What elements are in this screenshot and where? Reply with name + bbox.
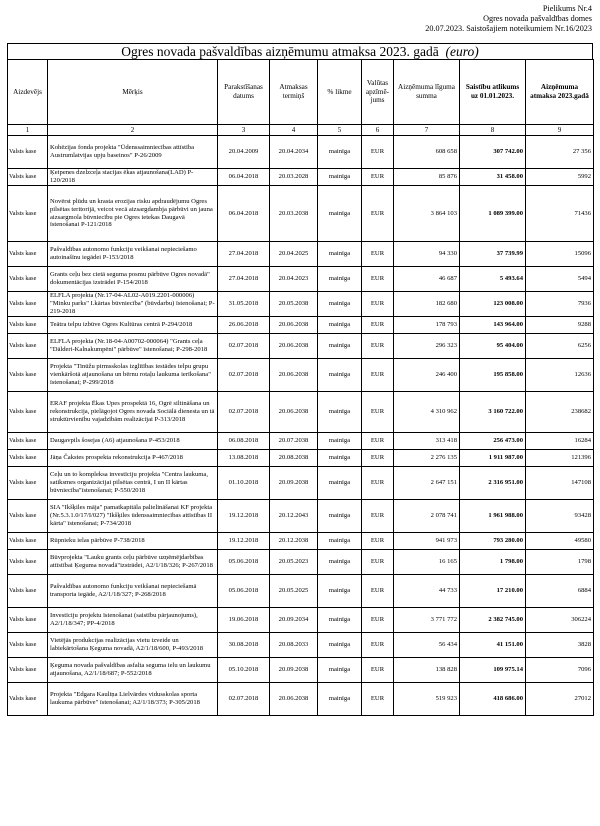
signed-date-cell: 05.10.2018 — [218, 658, 270, 683]
due-date-cell: 20.05.2025 — [270, 575, 318, 608]
amount-cell: 4 310 962 — [394, 392, 460, 433]
purpose-cell: ELFLA projekta (Nr.17-04-AL02-A019.2201-000006) "Minku parks" I.kārtas būvniecība" (būvdarbu) īstenošanai; P-219-2018 — [48, 292, 218, 317]
amount-cell: 94 330 — [394, 242, 460, 267]
purpose-cell: Kohēzijas fonda projekta "Ūdenssaimniecības attīstība Austrumlatvijas upju baseinos" P-26/2009 — [48, 136, 218, 169]
repayment-cell: 238682 — [526, 392, 594, 433]
signed-date-cell: 02.07.2018 — [218, 334, 270, 359]
repayment-cell: 27 356 — [526, 136, 594, 169]
signed-date-cell: 02.07.2018 — [218, 683, 270, 716]
purpose-cell: Teātra telpu izbūve Ogres Kultūras centrā P-294/2018 — [48, 317, 218, 334]
lender-cell: Valsts kase — [8, 450, 48, 467]
purpose-cell: Vietējās produkcijas realizācijas vietu izveide un labiekārtošana Ķeguma novadā, A2/1/18/600, P-493/2018 — [48, 633, 218, 658]
currency-cell: EUR — [362, 317, 394, 334]
lender-cell: Valsts kase — [8, 242, 48, 267]
lender-cell: Valsts kase — [8, 267, 48, 292]
currency-cell: EUR — [362, 450, 394, 467]
lender-cell: Valsts kase — [8, 392, 48, 433]
rate-cell: mainīga — [318, 683, 362, 716]
table-row — [8, 683, 594, 716]
repayment-cell: 71436 — [526, 186, 594, 242]
currency-cell: EUR — [362, 242, 394, 267]
table-row — [8, 550, 594, 575]
lender-cell: Valsts kase — [8, 683, 48, 716]
repayment-cell: 7096 — [526, 658, 594, 683]
currency-cell: EUR — [362, 633, 394, 658]
lender-cell: Valsts kase — [8, 533, 48, 550]
purpose-cell: Ķeguma novada pašvaldības asfalta seguma ielu un laukumu atjaunošana, A2/1/18/687; P-552/2018 — [48, 658, 218, 683]
col-repayment-header: Aizņēmuma atmaksa 2023.gadā — [526, 60, 594, 125]
document-title — [7, 43, 593, 60]
table-header-row — [8, 60, 594, 125]
lender-cell: Valsts kase — [8, 467, 48, 500]
repayment-cell: 6256 — [526, 334, 594, 359]
lender-cell: Valsts kase — [8, 169, 48, 186]
rate-cell: mainīga — [318, 608, 362, 633]
repayment-cell: 5992 — [526, 169, 594, 186]
repayment-cell: 6884 — [526, 575, 594, 608]
table-row — [8, 359, 594, 392]
col-lender-header: Aizdevējs — [8, 60, 48, 125]
due-date-cell: 20.04.2025 — [270, 242, 318, 267]
signed-date-cell: 01.10.2018 — [218, 467, 270, 500]
amount-cell: 246 400 — [394, 359, 460, 392]
currency-cell: EUR — [362, 359, 394, 392]
amount-cell: 2 078 741 — [394, 500, 460, 533]
signed-date-cell: 31.05.2018 — [218, 292, 270, 317]
signed-date-cell: 05.06.2018 — [218, 550, 270, 575]
balance-cell: 418 686.00 — [460, 683, 526, 716]
lender-cell: Valsts kase — [8, 334, 48, 359]
table-row — [8, 186, 594, 242]
purpose-cell: Pašvaldības autonomo funkciju veikšanai nepieciešamā transporta iegāde, A2/1/18/327; P-268/2018 — [48, 575, 218, 608]
due-date-cell: 20.06.2038 — [270, 683, 318, 716]
table-row — [8, 608, 594, 633]
repayment-cell: 49580 — [526, 533, 594, 550]
balance-cell: 793 280.00 — [460, 533, 526, 550]
rate-cell: mainīga — [318, 550, 362, 575]
column-number: 6 — [362, 125, 394, 136]
amount-cell: 313 418 — [394, 433, 460, 450]
table-row — [8, 169, 594, 186]
table-row — [8, 317, 594, 334]
due-date-cell: 20.12.2043 — [270, 500, 318, 533]
rate-cell: mainīga — [318, 450, 362, 467]
repayment-cell: 93428 — [526, 500, 594, 533]
rate-cell: mainīga — [318, 392, 362, 433]
purpose-cell: Projekta "Tinūžu pirmsskolas izglītības iestādes telpu grupu vienkāršotā atjaunošana un bērnu rotaļu laukuma ierīkošana" īstenošanai; P-299/2018 — [48, 359, 218, 392]
column-number: 7 — [394, 125, 460, 136]
amount-cell: 16 165 — [394, 550, 460, 575]
lender-cell: Valsts kase — [8, 433, 48, 450]
column-number: 8 — [460, 125, 526, 136]
rate-cell: mainīga — [318, 658, 362, 683]
signed-date-cell: 26.06.2018 — [218, 317, 270, 334]
signed-date-cell: 02.07.2018 — [218, 359, 270, 392]
signed-date-cell: 05.06.2018 — [218, 575, 270, 608]
balance-cell: 256 473.00 — [460, 433, 526, 450]
due-date-cell: 20.04.2023 — [270, 267, 318, 292]
due-date-cell: 20.03.2028 — [270, 169, 318, 186]
lender-cell: Valsts kase — [8, 633, 48, 658]
regulation-label: 20.07.2023. Saistošajiem noteikumiem Nr.16/2023 — [425, 24, 592, 33]
repayment-cell: 5494 — [526, 267, 594, 292]
currency-cell: EUR — [362, 169, 394, 186]
signed-date-cell: 19.12.2018 — [218, 500, 270, 533]
rate-cell: mainīga — [318, 334, 362, 359]
repayment-cell: 27012 — [526, 683, 594, 716]
purpose-cell: Grants ceļu bez cietā seguma posmu pārbūve Ogres novadā" dokumentācijas izstrādei P-154/2018 — [48, 267, 218, 292]
repayment-cell: 15096 — [526, 242, 594, 267]
column-number-row — [8, 125, 594, 136]
purpose-cell: Investīciju projektu īstenošanai (saistību pārjaunojums), A2/1/18/347; PP-4/2018 — [48, 608, 218, 633]
amount-cell: 608 658 — [394, 136, 460, 169]
balance-cell: 95 404.00 — [460, 334, 526, 359]
balance-cell: 41 151.00 — [460, 633, 526, 658]
repayment-cell: 147108 — [526, 467, 594, 500]
signed-date-cell: 27.04.2018 — [218, 267, 270, 292]
balance-cell: 5 493.64 — [460, 267, 526, 292]
signed-date-cell: 06.08.2018 — [218, 433, 270, 450]
rate-cell: mainīga — [318, 136, 362, 169]
due-date-cell: 20.09.2038 — [270, 658, 318, 683]
repayment-cell: 16284 — [526, 433, 594, 450]
table-row — [8, 450, 594, 467]
rate-cell: mainīga — [318, 467, 362, 500]
repayment-cell: 1798 — [526, 550, 594, 575]
purpose-cell: Ķeipenes dzelzceļa stacijas ēkas atjaunošana(LAD) P-120/2018 — [48, 169, 218, 186]
due-date-cell: 20.06.2038 — [270, 392, 318, 433]
currency-cell: EUR — [362, 433, 394, 450]
table-row — [8, 292, 594, 317]
balance-cell: 1 089 399.00 — [460, 186, 526, 242]
signed-date-cell: 06.04.2018 — [218, 169, 270, 186]
currency-cell: EUR — [362, 550, 394, 575]
col-amount-header: Aizņēmuma līguma summa — [394, 60, 460, 125]
amount-cell: 2 647 151 — [394, 467, 460, 500]
purpose-cell: ELFLA projekta (Nr.18-04-A00702-000064) "Grants ceļa "Dālderi-Kalnakumpēni" pārbūve" īstenošanai; P-298-2018 — [48, 334, 218, 359]
repayment-cell: 9288 — [526, 317, 594, 334]
amount-cell: 3 864 103 — [394, 186, 460, 242]
purpose-cell: Rūpnieku ielas pārbūve P-738/2018 — [48, 533, 218, 550]
signed-date-cell: 20.04.2009 — [218, 136, 270, 169]
lender-cell: Valsts kase — [8, 550, 48, 575]
col-due-header: Atmaksas termiņš — [270, 60, 318, 125]
repayment-cell: 3828 — [526, 633, 594, 658]
currency-cell: EUR — [362, 608, 394, 633]
balance-cell: 195 858.00 — [460, 359, 526, 392]
rate-cell: mainīga — [318, 633, 362, 658]
lender-cell: Valsts kase — [8, 500, 48, 533]
purpose-cell: Daugavpils šosejas (A6) atjaunošana P-453/2018 — [48, 433, 218, 450]
lender-cell: Valsts kase — [8, 317, 48, 334]
currency-label: (euro) — [445, 44, 479, 59]
currency-cell: EUR — [362, 392, 394, 433]
col-balance-header: Saistību atlikums uz 01.01.2023. — [460, 60, 526, 125]
amount-cell: 519 923 — [394, 683, 460, 716]
lender-cell: Valsts kase — [8, 359, 48, 392]
repayment-cell: 121396 — [526, 450, 594, 467]
due-date-cell: 20.06.2038 — [270, 317, 318, 334]
table-row — [8, 658, 594, 683]
column-number: 9 — [526, 125, 594, 136]
balance-cell: 143 964.00 — [460, 317, 526, 334]
table-row — [8, 334, 594, 359]
rate-cell: mainīga — [318, 267, 362, 292]
purpose-cell: Pašvaldības autonomo funkciju veikšanai nepieciešamo autoinašīnu iegādei P-153/2018 — [48, 242, 218, 267]
table-row — [8, 242, 594, 267]
due-date-cell: 20.08.2038 — [270, 450, 318, 467]
rate-cell: mainīga — [318, 575, 362, 608]
rate-cell: mainīga — [318, 433, 362, 450]
balance-cell: 109 975.14 — [460, 658, 526, 683]
amount-cell: 182 680 — [394, 292, 460, 317]
currency-cell: EUR — [362, 467, 394, 500]
rate-cell: mainīga — [318, 186, 362, 242]
purpose-cell: Būvprojekta "Lauku grants ceļu pārbūve uzņēmējdarbības attīstībai Ķeguma novadā"izstrādei, A2/1/18/326; P-267/2018 — [48, 550, 218, 575]
balance-cell: 307 742.00 — [460, 136, 526, 169]
due-date-cell: 20.05.2038 — [270, 292, 318, 317]
purpose-cell: SIA "Ikšķiles māja" pamatkapitāla palielināšanai KF projekta (Nr.5.3.1.0/17/I/027) "Ikšķiles ūdenssaimniecības attīstības II kārta" īstenošanai; P-734/2018 — [48, 500, 218, 533]
currency-cell: EUR — [362, 136, 394, 169]
signed-date-cell: 19.12.2018 — [218, 533, 270, 550]
due-date-cell: 20.06.2038 — [270, 359, 318, 392]
rate-cell: mainīga — [318, 500, 362, 533]
repayment-cell: 306224 — [526, 608, 594, 633]
loan-repayment-table — [7, 59, 594, 716]
rate-cell: mainīga — [318, 533, 362, 550]
purpose-cell: Jāņa Čakstes prospekta rekonstrukcija P-467/2018 — [48, 450, 218, 467]
balance-cell: 2 382 745.00 — [460, 608, 526, 633]
currency-cell: EUR — [362, 292, 394, 317]
amount-cell: 46 687 — [394, 267, 460, 292]
due-date-cell: 20.09.2038 — [270, 467, 318, 500]
signed-date-cell: 13.08.2018 — [218, 450, 270, 467]
lender-cell: Valsts kase — [8, 608, 48, 633]
due-date-cell: 20.09.2034 — [270, 608, 318, 633]
rate-cell: mainīga — [318, 169, 362, 186]
lender-cell: Valsts kase — [8, 658, 48, 683]
balance-cell: 2 316 951.00 — [460, 467, 526, 500]
purpose-cell: ERAF projekta Ēkas Upes prospektā 16, Ogrē siltināšana un rekonstrukcija, pielāgojot Ogres novada Sociālā dienesta un tā struktūrvienību vajadzībām realizācijai P-313/2018 — [48, 392, 218, 433]
currency-cell: EUR — [362, 186, 394, 242]
table-row — [8, 575, 594, 608]
lender-cell: Valsts kase — [8, 136, 48, 169]
amount-cell: 138 828 — [394, 658, 460, 683]
currency-cell: EUR — [362, 533, 394, 550]
col-signed-header: Parakstīšanas datums — [218, 60, 270, 125]
due-date-cell: 20.12.2038 — [270, 533, 318, 550]
due-date-cell: 20.07.2038 — [270, 433, 318, 450]
amount-cell: 178 793 — [394, 317, 460, 334]
purpose-cell: Projekta "Edgara Kauliņa Lielvārdes vidusskolas sporta laukuma pārbūve" īstenošanai; A2/1/18/373; P-305/2018 — [48, 683, 218, 716]
signed-date-cell: 27.04.2018 — [218, 242, 270, 267]
amount-cell: 56 434 — [394, 633, 460, 658]
balance-cell: 17 210.00 — [460, 575, 526, 608]
balance-cell: 1 798.00 — [460, 550, 526, 575]
balance-cell: 123 008.00 — [460, 292, 526, 317]
purpose-cell: Ceļu un to kompleksa investīciju projekta "Centra laukuma, satiksmes organizācijai pilsētas centrā, I un II kārtas būvniecība"īstenošanai; P-550/2018 — [48, 467, 218, 500]
lender-cell: Valsts kase — [8, 186, 48, 242]
table-row — [8, 467, 594, 500]
amount-cell: 2 276 135 — [394, 450, 460, 467]
purpose-cell: Novērst plūdu un krasta erozijas risku apdraudējumu Ogres pilsētas teritorijā, veicot vecā aizsargdambja pārbūvi un jauna aizsargmola būvniecību pie Ogres ietekas Daugavā īstenošanai P-121/2018 — [48, 186, 218, 242]
column-number: 1 — [8, 125, 48, 136]
due-date-cell: 20.06.2038 — [270, 334, 318, 359]
column-number: 3 — [218, 125, 270, 136]
lender-cell: Valsts kase — [8, 292, 48, 317]
signed-date-cell: 30.08.2018 — [218, 633, 270, 658]
balance-cell: 3 160 722.00 — [460, 392, 526, 433]
due-date-cell: 20.08.2033 — [270, 633, 318, 658]
rate-cell: mainīga — [318, 292, 362, 317]
table-row — [8, 633, 594, 658]
table-row — [8, 136, 594, 169]
lender-cell: Valsts kase — [8, 575, 48, 608]
currency-cell: EUR — [362, 267, 394, 292]
amount-cell: 85 876 — [394, 169, 460, 186]
table-row — [8, 267, 594, 292]
rate-cell: mainīga — [318, 359, 362, 392]
amount-cell: 296 323 — [394, 334, 460, 359]
col-rate-header: % likme — [318, 60, 362, 125]
signed-date-cell: 02.07.2018 — [218, 392, 270, 433]
issuer-label: Ogres novada pašvaldības domes — [483, 14, 592, 23]
balance-cell: 31 458.00 — [460, 169, 526, 186]
column-number: 4 — [270, 125, 318, 136]
repayment-cell: 12636 — [526, 359, 594, 392]
currency-cell: EUR — [362, 334, 394, 359]
title-text: Ogres novada pašvaldības aizņēmumu atmaksa 2023. gadā — [121, 44, 439, 59]
balance-cell: 1 961 988.00 — [460, 500, 526, 533]
currency-cell: EUR — [362, 500, 394, 533]
signed-date-cell: 19.06.2018 — [218, 608, 270, 633]
balance-cell: 1 911 987.00 — [460, 450, 526, 467]
appendix-label: Pielikums Nr.4 — [542, 4, 592, 13]
rate-cell: mainīga — [318, 242, 362, 267]
column-number: 5 — [318, 125, 362, 136]
column-number: 2 — [48, 125, 218, 136]
due-date-cell: 20.05.2023 — [270, 550, 318, 575]
col-purpose-header: Mērķis — [48, 60, 218, 125]
signed-date-cell: 06.04.2018 — [218, 186, 270, 242]
rate-cell: mainīga — [318, 317, 362, 334]
due-date-cell: 20.04.2034 — [270, 136, 318, 169]
due-date-cell: 20.03.2038 — [270, 186, 318, 242]
currency-cell: EUR — [362, 658, 394, 683]
col-currency-header: Valūtas apzīmē-jums — [362, 60, 394, 125]
amount-cell: 941 973 — [394, 533, 460, 550]
amount-cell: 44 733 — [394, 575, 460, 608]
amount-cell: 3 771 772 — [394, 608, 460, 633]
table-row — [8, 500, 594, 533]
currency-cell: EUR — [362, 575, 394, 608]
balance-cell: 37 739.99 — [460, 242, 526, 267]
repayment-cell: 7936 — [526, 292, 594, 317]
table-row — [8, 533, 594, 550]
table-row — [8, 433, 594, 450]
table-row — [8, 392, 594, 433]
currency-cell: EUR — [362, 683, 394, 716]
